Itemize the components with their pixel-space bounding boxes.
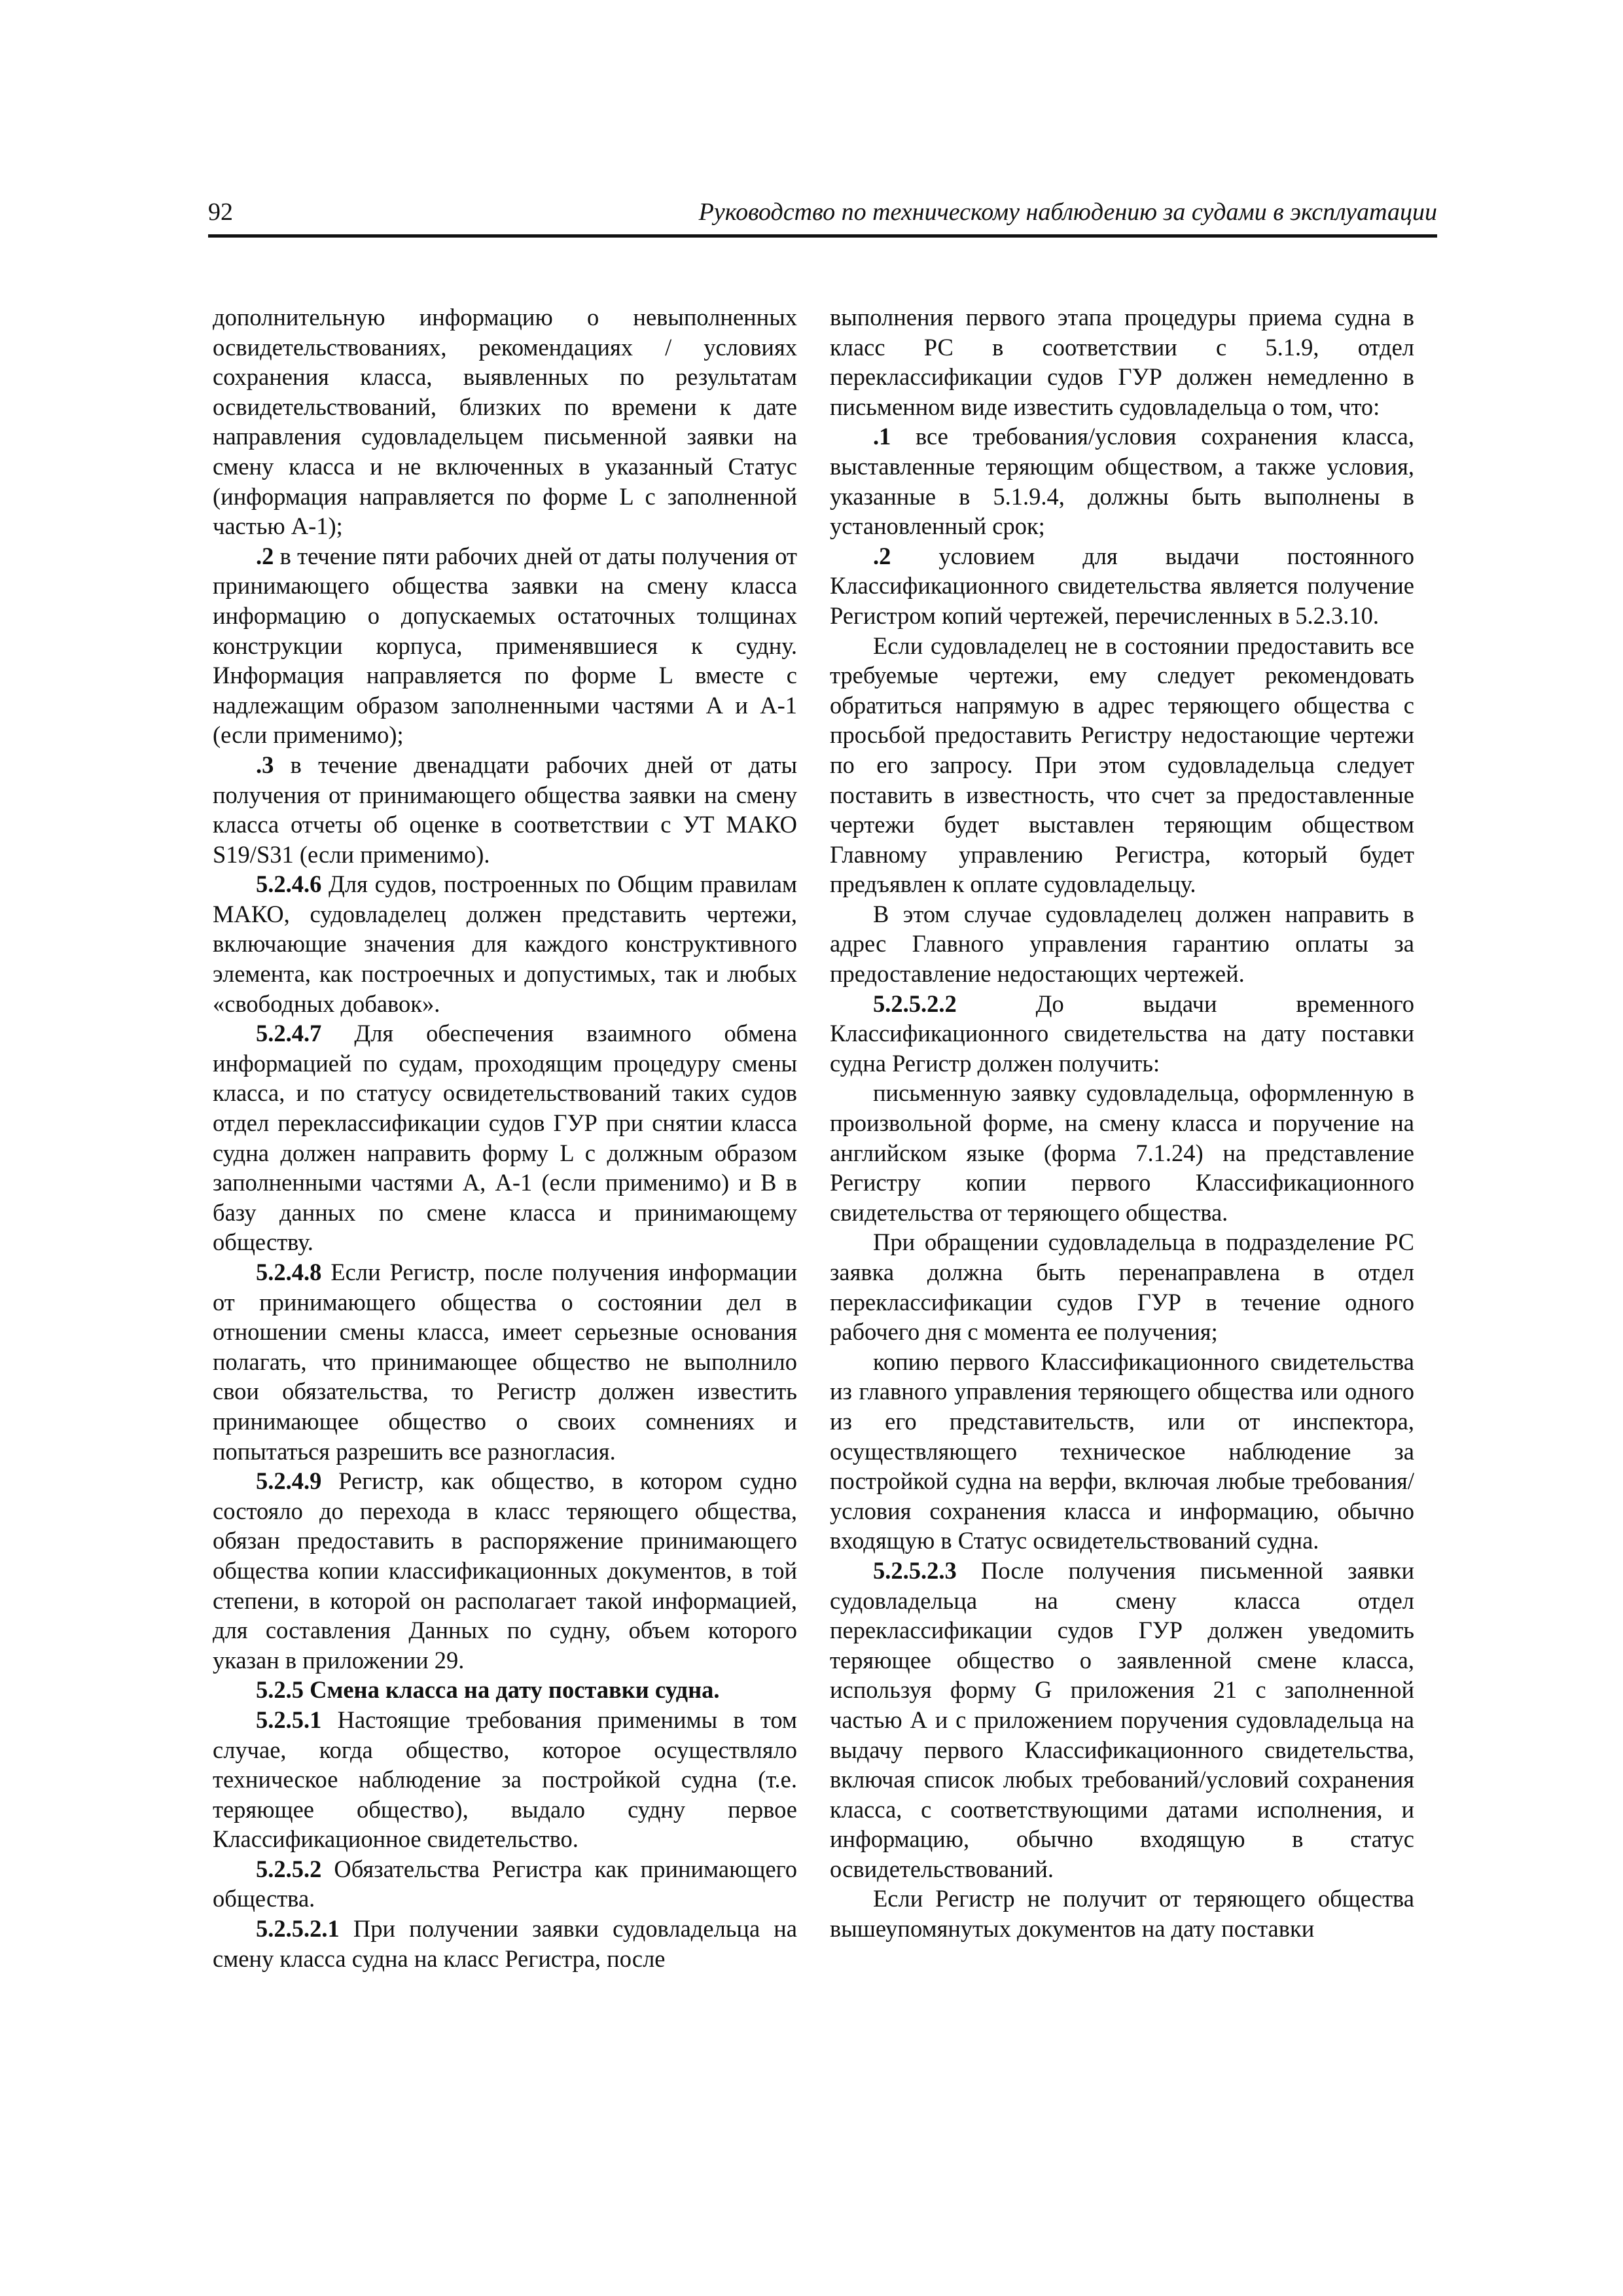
paragraph-text: в течение двенадцати рабочих дней от даты получения от принимающего общества заявки на смену класса отчеты об оценке в соответствии с УТ МАКО S19/S31 (если применимо). <box>213 751 797 868</box>
paragraph-text: При получении заявки судовладельца на смену класса судна на класс Регистра, после <box>213 1915 797 1972</box>
paragraph-number: 5.2.4.6 <box>256 870 322 898</box>
paragraph <box>830 899 1414 989</box>
paragraph-text: Для судов, построенных по Общим правилам МАКО, судовладелец должен представить чертежи, включающие значения для каждого конструктивного элемента, как построечных и допустимых, так и любых «свободных добавок». <box>213 870 797 1017</box>
paragraph-text: В этом случае судовладелец должен направить в адрес Главного управления гарантию оплаты за предоставление недостающих чертежей. <box>830 900 1414 988</box>
paragraph-number: 5.2.5.2.1 <box>256 1915 340 1943</box>
paragraph <box>213 1257 797 1466</box>
paragraph-number: .2 <box>256 542 274 569</box>
running-title: Руководство по техническому наблюдению за судами в эксплуатации <box>698 198 1437 226</box>
paragraph-text: Обязательства Регистра как принимающего общества. <box>213 1855 797 1912</box>
paragraph <box>830 422 1414 541</box>
paragraph <box>213 1466 797 1675</box>
paragraph-text: копию первого Классификационного свидетельства из главного управления теряющего общества или одного из его представительств, или от инспектора, осуществляющего техническое наблюдение за постройкой судна на верфи, включая любые требования/условия сохранения класса и информацию, обычно входящую в Статус освидетельствований судна. <box>830 1348 1414 1554</box>
page-header <box>208 196 1437 238</box>
paragraph <box>830 1884 1414 1943</box>
paragraph-number: 5.2.5.1 <box>256 1706 322 1733</box>
paragraph <box>830 631 1414 899</box>
paragraph-number: 5.2.4.7 <box>256 1020 322 1047</box>
paragraph-number: 5.2.5.2.3 <box>873 1556 957 1584</box>
paragraph-text: Если Регистр, после получения информации от принимающего общества о состоянии дел в отношении смены класса, имеет серьезные основания полагать, что принимающее общество не выполнило свои обязательства, то Регистр должен известить принимающее общество о своих сомнениях и попытаться разрешить все разногласия. <box>213 1259 797 1465</box>
paragraph <box>213 541 797 750</box>
paragraph-number: 5.2.5.2.2 <box>873 990 957 1017</box>
paragraph-text: выполнения первого этапа процедуры приема судна в класс РС в соответствии с 5.1.9, отдел переклассификации судов ГУР должен немедленно в письменном виде известить судовладельца о том, что: <box>830 304 1414 420</box>
paragraph-text: письменную заявку судовладельца, оформленную в произвольной форме, на смену класса и поручение на английском языке (форма 7.1.24) на представление Регистру копии первого Классификационного свидетельства от теряющего общества. <box>830 1079 1414 1226</box>
paragraph-text: Регистр, как общество, в котором судно состояло до перехода в класс теряющего общества, обязан предоставить в распоряжение принимающего общества копии классификационных документов, в той степени, в которой он располагает такой информацией, для составления Данных по судну, объем которого указан в приложении 29. <box>213 1467 797 1674</box>
paragraph <box>830 302 1414 422</box>
paragraph-text: в течение пяти рабочих дней от даты получения от принимающего общества заявки на смену класса информацию о допускаемых остаточных толщинах конструкции корпуса, применявшиеся к судну. Информация направляется по форме L вместе с надлежащим образом заполненными частями А и А-1 (если применимо); <box>213 542 797 749</box>
paragraph-text: Если Регистр не получит от теряющего общества вышеупомянутых документов на дату поставки <box>830 1885 1414 1943</box>
right-column <box>830 302 1414 1944</box>
paragraph <box>213 1018 797 1257</box>
paragraph <box>830 1556 1414 1884</box>
paragraph <box>213 750 797 869</box>
paragraph-number: 5.2.4.8 <box>256 1259 322 1285</box>
paragraph-number: 5.2.4.9 <box>256 1467 322 1495</box>
paragraph <box>830 989 1414 1079</box>
paragraph <box>213 1675 797 1705</box>
paragraph-number: 5.2.5.2 <box>256 1855 322 1882</box>
paragraph <box>213 1705 797 1854</box>
paragraph <box>213 302 797 541</box>
paragraph-number: .2 <box>873 542 891 569</box>
left-column <box>213 302 797 1973</box>
paragraph-number: .3 <box>256 751 274 778</box>
paragraph-number: .1 <box>873 423 891 450</box>
paragraph-text: После получения письменной заявки судовладельца на смену класса отдел переклассификации судов ГУР должен уведомить теряющее общество о заявленной смене класса, используя форму G приложения 21 с заполненной частью А и с приложением поручения судовладельца на выдачу первого Классификационного свидетельства, включая список любых требований/условий сохранения класса, с соответствующими датами исполнения, и информацию, обычно входящую в статус освидетельствований. <box>830 1556 1414 1882</box>
page-number: 92 <box>208 198 233 226</box>
paragraph-text: Для обеспечения взаимного обмена информацией по судам, проходящим процедуру смены класса, и по статусу освидетельствований таких судов отдел переклассификации судов ГУР при снятии класса судна должен направить форму L с должным образом заполненными частями А, А-1 (если применимо) и В в базу данных по смене класса и принимающему обществу. <box>213 1020 797 1256</box>
paragraph-text: условием для выдачи постоянного Классификационного свидетельства является получение Регистром копий чертежей, перечисленных в 5.2.3.10. <box>830 542 1414 629</box>
paragraph <box>830 1078 1414 1227</box>
paragraph <box>213 1914 797 1973</box>
paragraph <box>830 1227 1414 1346</box>
paragraph-text: При обращении судовладельца в подразделение РС заявка должна быть перенаправлена в отдел переклассификации судов ГУР в течение одного рабочего дня с момента ее получения; <box>830 1229 1414 1346</box>
paragraph-text: дополнительную информацию о невыполненных освидетельствованиях, рекомендациях / условиях сохранения класса, выявленных по результатам освидетельствований, близких по времени к дате направления судовладельцем письменной заявки на смену класса и не включенных в указанный Статус (информация направляется по форме L с заполненной частью А-1); <box>213 304 797 540</box>
paragraph <box>830 1347 1414 1556</box>
paragraph <box>213 1854 797 1914</box>
paragraph-text: Настоящие требования применимы в том случае, когда общество, которое осуществляло техническое наблюдение за постройкой судна (т.е. теряющее общество), выдало судну первое Классификационное свидетельство. <box>213 1706 797 1853</box>
paragraph-text: До выдачи временного Классификационного свидетельства на дату поставки судна Регистр должен получить: <box>830 990 1414 1077</box>
paragraph <box>830 541 1414 631</box>
paragraph-text: все требования/условия сохранения класса, выставленные теряющим обществом, а также условия, указанные в 5.1.9.4, должны быть выполнены в установленный срок; <box>830 423 1414 540</box>
paragraph-text: Если судовладелец не в состоянии предоставить все требуемые чертежи, ему следует рекомендовать обратиться напрямую в адрес теряющего общества с просьбой предоставить Регистру недостающие чертежи по его запросу. При этом судовладельца следует поставить в известность, что счет за предоставленные чертежи будет выставлен теряющим обществом Главному управлению Регистра, который будет предъявлен к оплате судовладельцу. <box>830 632 1414 898</box>
paragraph-number: 5.2.5 Смена класса на дату поставки судна. <box>256 1676 720 1704</box>
paragraph <box>213 869 797 1018</box>
